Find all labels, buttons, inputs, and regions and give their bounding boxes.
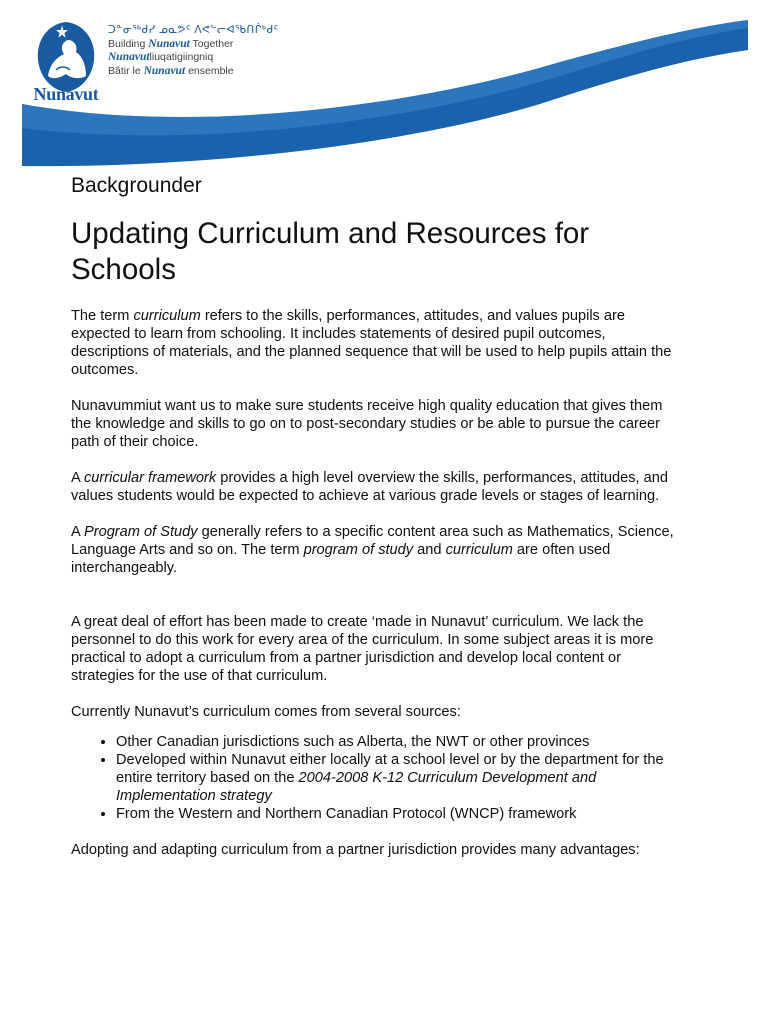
list-item: • Developed within Nunavut either locally at a school level or by the department for the entire territory based on the 2004-2008 K-12 Curriculum Development and Implementation strategy: [116, 751, 681, 805]
sources-list: [71, 733, 681, 823]
tagline-french: Bâtir le Nunavut ensemble: [108, 64, 234, 77]
document-title: Updating Curriculum and Resources for Schools: [71, 217, 590, 286]
logo-wordmark: Nunavut: [33, 84, 99, 104]
list-item: • From the Western and Northern Canadian Protocol (WNCP) framework: [116, 805, 681, 823]
paragraph-curricular-framework: A curricular framework provides a high level overview the skills, performances, attitudes, and values students would be expected to achieve at various grade levels or stages of learning.: [71, 470, 668, 504]
document-kicker: Backgrounder: [71, 174, 202, 197]
paragraph-made-in-nunavut: A great deal of effort has been made to create ‘made in Nunavut’ curriculum. We lack the personnel to do this work for every area of the curriculum. In some subject areas it is more practical to adopt a curriculum from a partner jurisdiction and develop local content or strategies for the use of that curriculum.: [71, 614, 654, 684]
tagline-english: Building Nunavut Together: [108, 37, 234, 50]
letterhead: [0, 0, 768, 170]
tagline-syllabics: ᑐᓐᓂᖅᑯᓯ ᓄᓇᕗᑦ ᐱᕙᓪᓕᐊᖃᑎᒌᒃᑯᑦ: [108, 24, 279, 36]
paragraph-nunavummiut: Nunavummiut want us to make sure students receive high quality education that gives them the knowledge and skills to go on to post-secondary studies or be able to pursue the career path of their choice.: [71, 398, 663, 450]
list-item: • Other Canadian jurisdictions such as Alberta, the NWT or other provinces: [116, 733, 681, 751]
document-body: [71, 172, 681, 859]
paragraph-sources-intro: Currently Nunavut’s curriculum comes from several sources:: [71, 704, 461, 720]
paragraph-curriculum-definition: The term curriculum refers to the skills, performances, attitudes, and values pupils are expected to learn from schooling. It includes statements of desired pupil outcomes, descriptions of materials, and the planned sequence that will be used to help pupils attain the outcomes.: [71, 308, 672, 378]
paragraph-program-of-study: A Program of Study generally refers to a specific content area such as Mathematics, Science, Language Arts and so on. The term program of study and curriculum are often used interchangeably.: [71, 524, 674, 576]
tagline-block: [108, 24, 279, 78]
tagline-inuinnaqtun: Nunavutliuqatigiingniq: [108, 51, 214, 63]
paragraph-advantages-intro: Adopting and adapting curriculum from a partner jurisdiction provides many advantages:: [71, 842, 640, 858]
